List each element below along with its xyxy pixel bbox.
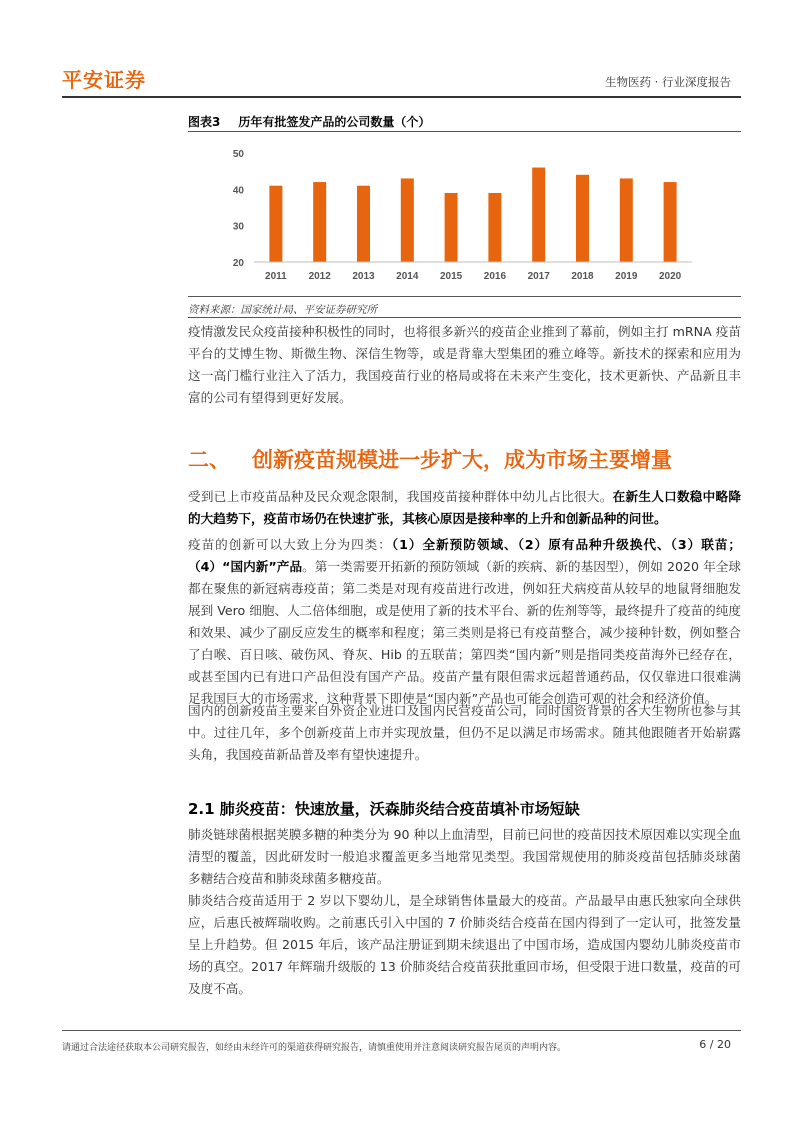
- section-title: 创新疫苗规模进一步扩大，成为市场主要增量: [252, 448, 672, 472]
- figure-bottom-divider: [188, 296, 741, 297]
- x-tick-label: 2020: [658, 271, 682, 282]
- bar-2016: [488, 193, 501, 262]
- footer-divider: [62, 1030, 741, 1031]
- y-tick-label: 20: [232, 258, 244, 269]
- footer-disclaimer: 请通过合法途径获取本公司研究报告，如经由未经许可的渠道获得研究报告，请慎重使用并注意阅读研究报告尾页的声明内容。: [62, 1043, 567, 1053]
- x-tick-label: 2017: [527, 271, 550, 282]
- bar-2020: [664, 182, 677, 262]
- header-divider: [62, 96, 741, 98]
- y-tick-label: 50: [232, 149, 244, 160]
- figure-source: 资料来源：国家统计局、平安证券研究所: [188, 304, 377, 316]
- bar-2011: [269, 186, 282, 262]
- paragraph-market: [188, 486, 741, 530]
- bar-series: [269, 168, 676, 262]
- source-divider: [188, 317, 741, 318]
- x-axis: [265, 271, 682, 282]
- company-logo: 平安证券: [62, 68, 146, 92]
- y-axis: [233, 149, 245, 269]
- paragraph-market-emphasis: 在新生人口数稳中略降的大趋势下，疫苗市场仍在快速扩张，其核心原因是接种率的上升和创新品种的问世。: [188, 489, 742, 526]
- bar-chart: [188, 136, 741, 286]
- bar-2012: [313, 182, 326, 262]
- section-number: 二、: [188, 448, 230, 472]
- paragraph-intro: 疫情激发民众疫苗接种积极性的同时，也将很多新兴的疫苗企业推到了幕前，例如主打 mRNA 疫苗平台的艾博生物、斯微生物、深信生物等，或是背靠大型集团的雅立峰等。新技术的探索和应用为这一高门槛行业注入了活力，我国疫苗行业的格局或将在未来产生变化，技术更新快、产品新且丰富的公司有望得到更好发展。: [188, 324, 741, 405]
- bar-2014: [401, 178, 414, 262]
- x-tick-label: 2016: [483, 271, 507, 282]
- paragraph-market-text: 受到已上市疫苗品种及民众观念限制，我国疫苗接种群体中幼儿占比很大。: [188, 489, 613, 504]
- page-number: 6 / 20: [699, 1038, 731, 1051]
- bar-2013: [357, 186, 370, 262]
- paragraph-innovation-categories: （1）全新预防领域、（2）原有品种升级换代、（3）联苗；（4）“国内新”产品: [188, 537, 742, 574]
- report-category: 生物医药 · 行业深度报告: [605, 75, 731, 89]
- paragraph-domestic: 国内的创新疫苗主要来自外资企业进口及国内民营疫苗公司，同时国资背景的各大生物所也参与其中。过往几年，多个创新疫苗上市并实现放量，但仍不足以满足市场需求。随其他跟随者开始崭露头角，我国疫苗新品普及率有望快速提升。: [188, 703, 741, 762]
- x-tick-label: 2014: [396, 271, 419, 282]
- x-tick-label: 2015: [439, 271, 463, 282]
- figure-top-divider: [188, 131, 741, 132]
- x-tick-label: 2013: [352, 271, 375, 282]
- bar-2015: [445, 193, 458, 262]
- paragraph-innovation-lead: 疫苗的创新可以大致上分为四类：: [188, 537, 392, 552]
- y-tick-label: 30: [232, 221, 244, 233]
- x-tick-label: 2019: [615, 271, 638, 282]
- paragraph-pneumococcal: 肺炎链球菌根据荚膜多糖的种类分为 90 种以上血清型，目前已问世的疫苗因技术原因难以实现全血清型的覆盖，因此研发时一般追求覆盖更多当地常见类型。我国常规使用的肺炎疫苗包括肺炎球菌多糖结合疫苗和肺炎球菌多糖疫苗。: [188, 827, 741, 886]
- section-heading: [188, 444, 672, 474]
- bar-2017: [532, 168, 545, 262]
- figure-label: 图表3: [188, 115, 221, 129]
- figure-caption: 历年有批签发产品的公司数量（个）: [238, 115, 431, 129]
- bar-2019: [620, 178, 633, 262]
- paragraph-innovation-body: 。第一类需要开拓新的预防领域（新的疾病、新的基因型），例如 2020 年全球都在聚焦的新冠病毒疫苗；第二类是对现有疫苗进行改进，例如狂犬病疫苗从较早的地鼠肾细胞发展到 Vero 细胞、人二倍体细胞，或是使用了新的技术平台、新的佐剂等等，最终提升了疫苗的纯度和效果、减少了副反应发生的概率和程度；第三类则是将已有疫苗整合，减少接种针数，例如整合了白喉、百日咳、破伤风、脊灰、Hib 的五联苗；第四类“国内新”则是指同类疫苗海外已经存在，或甚至国内已有进口产品但没有国产产品。疫苗产量有限但需求远超普通药品，仅仅靠进口很难满足我国巨大的市场需求，这种背景下即使是“国内新”产品也可能会创造可观的社会和经济价值。: [188, 559, 741, 706]
- figure-title: [188, 113, 448, 130]
- y-tick-label: 40: [232, 185, 244, 197]
- paragraph-innovation: [188, 534, 741, 710]
- x-tick-label: 2011: [265, 271, 287, 282]
- x-tick-label: 2012: [308, 271, 331, 282]
- paragraph-conjugate: 肺炎结合疫苗适用于 2 岁以下婴幼儿，是全球销售体量最大的疫苗。产品最早由惠氏独家向全球供应，后惠氏被辉瑞收购。之前惠氏引入中国的 7 价肺炎结合疫苗在国内得到了一定认可，批签发量呈上升趋势。但 2015 年后，该产品注册证到期未续退出了中国市场，造成国内婴幼儿肺炎疫苗市场的真空。2017 年辉瑞升级版的 13 价肺炎结合疫苗获批重回市场，但受限于进口数量，疫苗的可及度不高。: [188, 893, 741, 996]
- bar-2018: [576, 175, 589, 262]
- subsection-heading: 2.1 肺炎疫苗：快速放量，沃森肺炎结合疫苗填补市场短缺: [188, 800, 580, 818]
- x-tick-label: 2018: [571, 271, 594, 282]
